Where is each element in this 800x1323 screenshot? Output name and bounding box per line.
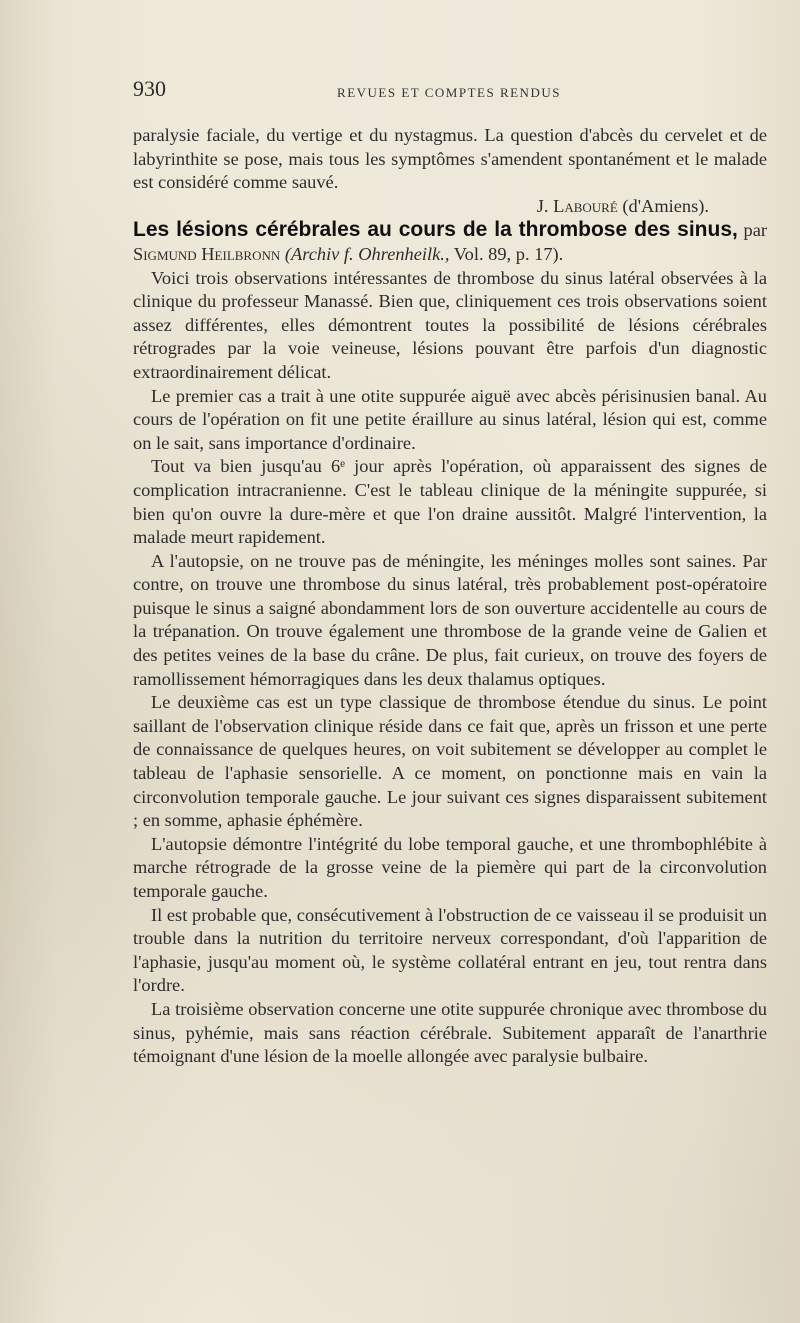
paragraph-intro: Voici trois observations intéressantes de thrombose du sinus latéral observées à la clinique du professeur Manassé. Bien que, cliniquement ces trois observations soient assez différentes, elles démontrent toutes la possibilité de lésions cérébrales rétrogrades par la voie veineuse, lésions pouvant être parfois d'un diagnostic extraordinairement délicat. <box>133 267 767 382</box>
article-author: Sigmund Heilbronn <box>133 243 281 264</box>
page-number: 930 <box>133 76 166 101</box>
article-volume: Vol. 89, p. 17). <box>453 243 564 264</box>
signature-place: (d'Amiens). <box>622 195 709 216</box>
paragraph-case-2-interpretation: Il est probable que, consécutivement à l'obstruction de ce vaisseau il se produisit un trouble dans la nutrition du territoire nerveux correspondant, d'où l'apparition de l'aphasie, jusqu'au moment où, le système collatéral entrant en jeu, tout rentra dans l'ordre. <box>133 904 767 996</box>
signature-name: J. Labouré <box>536 195 618 216</box>
article-heading <box>133 218 767 266</box>
article-title: Les lésions cérébrales au cours de la thrombose des sinus, <box>133 218 738 242</box>
paragraph-case-1-autopsy: A l'autopsie, on ne trouve pas de méningite, les méninges molles sont saines. Par contre, on trouve une thrombose du sinus latéral, très probablement post-opératoire puisque le sinus a saigné abondamment lors de son ouverture accidentelle au cours de la trépanation. On trouve également une thrombose de la grande veine de Galien et des petites veines de la base du crâne. De plus, fait curieux, on trouve des foyers de ramollissement hémorragiques dans les deux thalamus optiques. <box>133 550 767 689</box>
paragraph-case-2: Le deuxième cas est un type classique de thrombose étendue du sinus. Le point saillant de l'observation clinique réside dans ce fait que, après un frisson et une perte de connaissance de quelques heures, on voit subitement se développer au complet le tableau de l'aphasie sensorielle. A ce moment, on ponctionne mais en vain la circonvolution temporale gauche. Le jour suivant ces signes disparaissent subitement ; en somme, aphasie éphémère. <box>133 692 767 831</box>
paragraph-case-2-autopsy: L'autopsie démontre l'intégrité du lobe temporal gauche, et une thrombophlébite à marche rétrograde de la grosse veine de la piemère qui part de la circonvolution temporale gauche. <box>133 833 767 901</box>
running-head: REVUES ET COMPTES RENDUS <box>337 85 561 100</box>
paragraph-case-3: La troisième observation concerne une otite suppurée chronique avec thrombose du sinus, pyhémie, mais sans réaction cérébrale. Subitement apparaît de l'anarthrie témoignant d'une lésion de la moelle allongée avec paralysie bulbaire. <box>133 998 767 1067</box>
body-text <box>133 124 767 1069</box>
page-header <box>133 76 765 100</box>
review-signature <box>133 195 767 219</box>
paragraph-continuation: paralysie faciale, du vertige et du nystagmus. La question d'abcès du cervelet et de labyrinthite se pose, mais tous les symptômes s'amendent spontanément et le malade est considéré comme sauvé. <box>133 125 767 193</box>
paragraph-case-1: Le premier cas a trait à une otite suppurée aiguë avec abcès périsinusien banal. Au cours de l'opération on fit une petite éraillure au sinus latéral, lésion qui est, comme on le sait, sans importance d'ordinaire. <box>133 385 767 453</box>
article-by: par <box>743 220 767 241</box>
article-source: (Archiv f. Ohrenheilk., <box>284 243 450 264</box>
paragraph-case-1-course: Tout va bien jusqu'au 6ᵉ jour après l'opération, où apparaissent des signes de complication intracranienne. C'est le tableau clinique de la méningite suppurée, si bien qu'on ouvre la dure-mère et que l'on draine aussitôt. Malgré l'intervention, la malade meurt rapidement. <box>133 456 767 548</box>
